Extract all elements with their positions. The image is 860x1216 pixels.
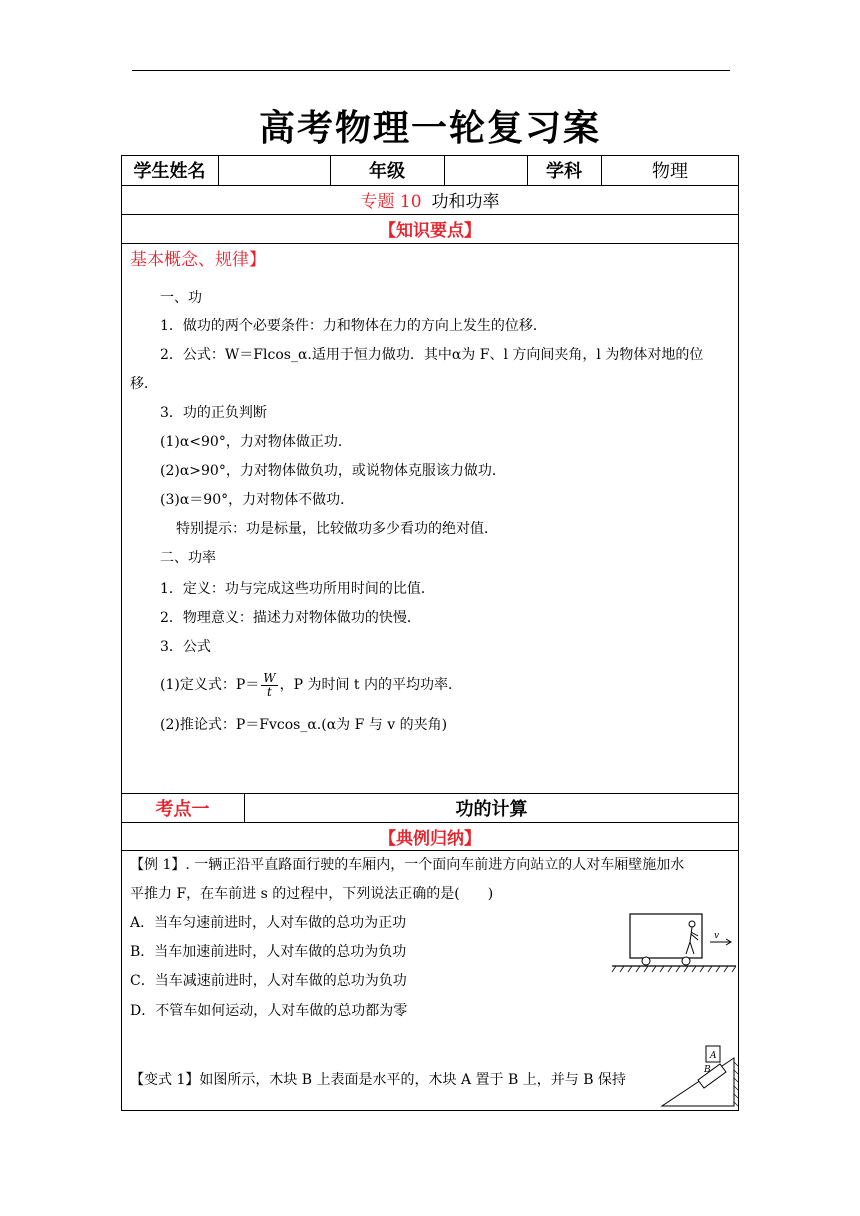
formula-suffix: ，P 为时间 t 内的平均功率． bbox=[279, 677, 463, 693]
student-name-label: 学生姓名 bbox=[133, 161, 206, 182]
block-b-label: B bbox=[704, 1065, 711, 1075]
cart-figure bbox=[610, 910, 738, 976]
formula-derivation: (2)推论式：P＝Fvcos_α.(α为 F 与 v 的夹角) bbox=[160, 717, 448, 733]
body-line: 2．物理意义：描述力对物体做功的快慢． bbox=[160, 610, 421, 626]
body-line: 1．做功的两个必要条件：力和物体在力的方向上发生的位移． bbox=[160, 318, 547, 334]
wheel bbox=[682, 957, 690, 965]
topic-number: 专题 10 bbox=[360, 192, 422, 212]
page-title: 高考物理一轮复习案 bbox=[258, 108, 601, 149]
body-line: 二、功率 bbox=[160, 550, 216, 566]
body-line: 2．公式：W＝Flcos_α.适用于恒力做功．其中α为 F、l 方向间夹角，l 为物体对地的位 bbox=[160, 347, 704, 363]
body-line: 一、功 bbox=[160, 290, 202, 306]
incline-hatch bbox=[734, 1062, 738, 1106]
kaodian-title: 功的计算 bbox=[455, 798, 528, 820]
body-line: 特别提示：功是标量，比较做功多少看功的绝对值． bbox=[176, 521, 498, 537]
grade-label: 年级 bbox=[369, 161, 405, 182]
velocity-label: v bbox=[714, 931, 720, 941]
knowledge-heading: 【知识要点】 bbox=[379, 221, 481, 241]
example-1-line-2: 平推力 F，在车前进 s 的过程中，下列说法正确的是( ) bbox=[130, 886, 494, 902]
examples-heading: 【典例归纳】 bbox=[379, 828, 481, 849]
kaodian-label: 考点一 bbox=[155, 798, 210, 820]
fraction bbox=[261, 672, 277, 699]
incline bbox=[662, 1058, 734, 1106]
option-d: D．不管车如何运动，人对车做的总功都为零 bbox=[130, 1003, 408, 1019]
body-line: 3．公式 bbox=[160, 639, 211, 655]
option-b: B．当车加速前进时，人对车做的总功为负功 bbox=[130, 944, 407, 960]
body-line: (3)α＝90°，力对物体不做功． bbox=[160, 492, 355, 508]
variant-1-text: 【变式 1】如图所示，木块 B 上表面是水平的，木块 A 置于 B 上，并与 B 保持 bbox=[130, 1072, 626, 1088]
body-line: (1)α<90°，力对物体做正功． bbox=[160, 434, 352, 450]
example-1-line-1: 【例 1】. 一辆正沿平直路面行驶的车厢内，一个面向车前进方向站立的人对车厢壁施加水 bbox=[130, 857, 685, 873]
body-line: 3．功的正负判断 bbox=[160, 405, 267, 421]
table-divider bbox=[121, 850, 739, 851]
student-name-field[interactable] bbox=[218, 155, 330, 185]
body-line: 移． bbox=[130, 376, 158, 392]
table-divider bbox=[121, 243, 739, 244]
concepts-heading: 基本概念、规律】 bbox=[130, 250, 266, 270]
fraction-numerator: W bbox=[263, 670, 276, 685]
wheel bbox=[642, 957, 650, 965]
formula-definition bbox=[160, 667, 462, 703]
subject-label: 学科 bbox=[546, 161, 582, 182]
grade-field[interactable] bbox=[444, 155, 527, 185]
option-a: A．当车匀速前进时，人对车做的总功为正功 bbox=[130, 915, 407, 931]
incline-figure bbox=[660, 1040, 740, 1110]
body-line: 1．定义：功与完成这些功所用时间的比值． bbox=[160, 581, 435, 597]
option-c: C．当车减速前进时，人对车做的总功为负功 bbox=[130, 973, 407, 989]
topic-row bbox=[121, 185, 739, 214]
top-rule bbox=[132, 70, 730, 71]
subject-value: 物理 bbox=[652, 161, 688, 182]
formula-prefix: (1)定义式：P＝ bbox=[160, 677, 260, 693]
fraction-denominator: t bbox=[267, 684, 272, 699]
body-line: (2)α>90°，力对物体做负功，或说物体克服该力做功． bbox=[160, 463, 506, 479]
topic-name: 功和功率 bbox=[431, 192, 500, 212]
ground-hatch bbox=[612, 966, 736, 972]
block-a-label: A bbox=[710, 1051, 717, 1061]
